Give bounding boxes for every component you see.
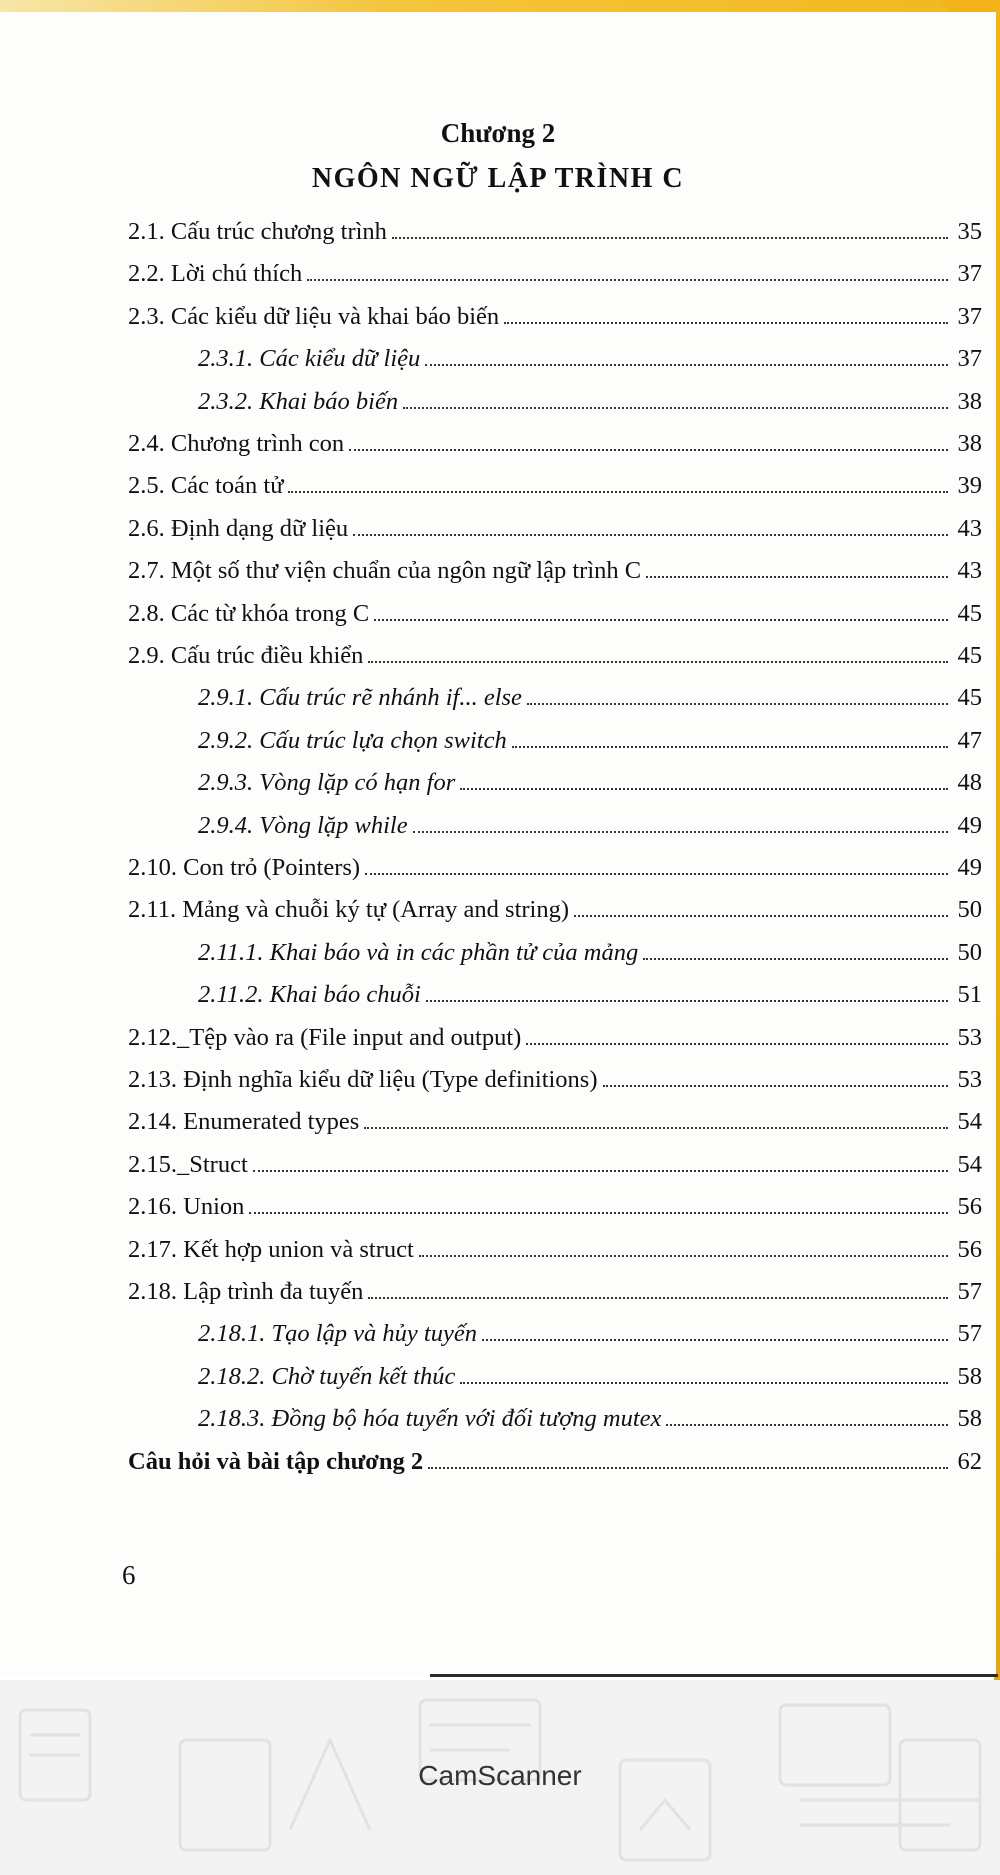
toc-dot-leader — [307, 279, 948, 281]
toc-entry-page: 45 — [957, 599, 982, 627]
toc-dot-leader — [413, 831, 948, 833]
toc-dot-leader — [419, 1255, 948, 1257]
toc-dot-leader — [374, 619, 948, 621]
toc-entry-page: 50 — [957, 896, 982, 924]
toc-entry-title: 2.3.2. Khai báo biến — [198, 387, 399, 415]
toc-dot-leader — [253, 1170, 948, 1172]
toc-entry — [198, 800, 982, 840]
toc-entry-title: 2.9.4. Vòng lặp while — [198, 811, 408, 839]
toc-dot-leader — [353, 534, 948, 536]
toc-entry-title: Câu hỏi và bài tập chương 2 — [128, 1447, 424, 1475]
toc-dot-leader — [392, 237, 948, 239]
toc-entry — [198, 672, 982, 712]
toc-dot-leader — [460, 1382, 948, 1384]
toc-entry — [128, 842, 982, 882]
toc-dot-leader — [482, 1339, 948, 1341]
toc-entry — [128, 1436, 982, 1476]
toc-entry-page: 62 — [957, 1447, 982, 1475]
toc-entry — [128, 630, 982, 670]
toc-dot-leader — [428, 1467, 948, 1469]
toc-entry — [128, 1012, 982, 1052]
page-number: 6 — [122, 1560, 136, 1590]
toc-entry — [128, 1266, 982, 1306]
toc-entry-page: 57 — [957, 1320, 982, 1348]
toc-entry-page: 39 — [957, 472, 982, 500]
toc-entry-title: 2.8. Các từ khóa trong C — [128, 599, 370, 627]
toc-entry — [128, 1224, 982, 1264]
toc-entry-title: 2.9. Cấu trúc điều khiển — [128, 642, 364, 669]
page-edge-bottom — [430, 1674, 998, 1677]
toc-entry-title: 2.17. Kết hợp union và struct — [128, 1235, 414, 1263]
toc-entry — [198, 1351, 982, 1391]
toc-dot-leader — [646, 576, 948, 578]
toc-entry-title: 2.14. Enumerated types — [128, 1108, 360, 1136]
toc-entry-title: 2.2. Lời chú thích — [128, 260, 303, 288]
toc-entry-title: 2.7. Một số thư viện chuẩn của ngôn ngữ lập trình C — [128, 557, 642, 585]
toc-entry-title: 2.3. Các kiểu dữ liệu và khai báo biến — [128, 302, 500, 330]
toc-entry-title: 2.10. Con trỏ (Pointers) — [128, 854, 361, 881]
toc-entry-page: 51 — [957, 981, 982, 1009]
toc-entry — [128, 460, 982, 500]
toc-entry-title: 2.18.1. Tạo lập và hủy tuyến — [198, 1320, 477, 1348]
toc-entry-page: 38 — [957, 387, 982, 415]
toc-entry — [128, 418, 982, 458]
toc-dot-leader — [643, 958, 948, 960]
toc-entry — [128, 884, 982, 924]
toc-entry-title: 2.9.3. Vòng lặp có hạn for — [198, 769, 456, 797]
toc-dot-leader — [288, 491, 948, 493]
toc-entry — [128, 248, 982, 288]
toc-entry-page: 48 — [957, 769, 982, 797]
toc-entry-title: 2.15._Struct — [128, 1150, 248, 1178]
toc-entry — [198, 969, 982, 1009]
toc-entry-title: 2.4. Chương trình con — [128, 430, 345, 457]
toc-entry-title: 2.6. Định dạng dữ liệu — [128, 514, 349, 542]
toc-dot-leader — [526, 1043, 948, 1045]
toc-dot-leader — [364, 1127, 948, 1129]
toc-entry-page: 58 — [957, 1362, 982, 1390]
toc-entry-page: 37 — [957, 302, 982, 330]
toc-entry-page: 53 — [957, 1066, 982, 1093]
toc-entry — [198, 1308, 982, 1348]
toc-entry-title: 2.18. Lập trình đa tuyến — [128, 1278, 364, 1305]
toc-dot-leader — [603, 1085, 949, 1087]
toc-entry — [128, 1181, 982, 1221]
toc-dot-leader — [425, 364, 948, 366]
toc-entry-page: 38 — [957, 430, 982, 457]
toc-entry — [128, 588, 982, 628]
toc-entry — [198, 927, 982, 967]
toc-dot-leader — [368, 1297, 948, 1299]
toc-entry-page: 43 — [957, 514, 982, 542]
toc-entry — [198, 333, 982, 373]
toc-entry-title: 2.3.1. Các kiểu dữ liệu — [198, 345, 421, 373]
toc-entry-page: 47 — [957, 726, 982, 754]
toc-entry-title: 2.11. Mảng và chuỗi ký tự (Array and string) — [128, 896, 570, 924]
toc-entry-title: 2.11.2. Khai báo chuỗi — [198, 981, 421, 1009]
toc-entry-page: 35 — [957, 218, 982, 245]
toc-entry — [128, 503, 982, 543]
toc-entry — [128, 545, 982, 585]
toc-entry-title: 2.16. Union — [128, 1193, 245, 1221]
toc-dot-leader — [365, 873, 948, 875]
toc-dot-leader — [666, 1424, 948, 1426]
toc-entry — [128, 1139, 982, 1179]
toc-entry-title: 2.13. Định nghĩa kiểu dữ liệu (Type definitions) — [128, 1066, 598, 1093]
toc-dot-leader — [368, 661, 948, 663]
toc-dot-leader — [426, 1000, 948, 1002]
toc-entry-page: 37 — [957, 260, 982, 288]
toc-dot-leader — [527, 703, 948, 705]
toc-entry-title: 2.12._Tệp vào ra (File input and output) — [128, 1023, 522, 1051]
toc-entry-title: 2.18.2. Chờ tuyến kết thúc — [198, 1362, 456, 1390]
toc-dot-leader — [349, 449, 948, 451]
toc-entry — [198, 715, 982, 755]
toc-entry — [128, 291, 982, 331]
toc-entry-title: 2.9.1. Cấu trúc rẽ nhánh if... else — [198, 684, 522, 712]
toc-entry-title: 2.5. Các toán tử — [128, 472, 284, 500]
toc-dot-leader — [460, 788, 948, 790]
toc-entry-page: 43 — [957, 557, 982, 585]
toc-entry-page: 37 — [957, 345, 982, 373]
toc-entry-page: 56 — [957, 1193, 982, 1221]
toc-dot-leader — [249, 1212, 948, 1214]
chapter-title: NGÔN NGỮ LẬP TRÌNH C — [311, 163, 685, 194]
toc-dot-leader — [512, 746, 948, 748]
toc-entry-page: 58 — [957, 1405, 982, 1433]
toc-entry-page: 56 — [957, 1235, 982, 1263]
toc-entry-title: 2.18.3. Đồng bộ hóa tuyến với đối tượng mutex — [198, 1405, 662, 1433]
toc-dot-leader — [504, 322, 948, 324]
toc-entry-page: 45 — [957, 684, 982, 712]
camscanner-watermark: CamScanner — [418, 1760, 582, 1791]
toc-entry-page: 57 — [957, 1278, 982, 1305]
toc-entry-page: 53 — [957, 1023, 982, 1051]
toc-dot-leader — [574, 915, 948, 917]
chapter-number: Chương 2 — [440, 118, 556, 148]
toc-entry-page: 49 — [957, 811, 982, 839]
toc-dot-leader — [403, 407, 948, 409]
toc-entry — [198, 757, 982, 797]
toc-entry — [128, 206, 982, 246]
toc-entry — [198, 376, 982, 416]
toc-entry-title: 2.11.1. Khai báo và in các phần tử của mảng — [198, 938, 639, 966]
toc-entry-page: 50 — [957, 938, 982, 966]
toc-entry — [128, 1054, 982, 1094]
toc-entry-page: 49 — [957, 854, 982, 881]
toc-entry — [198, 1393, 982, 1433]
toc-entry-title: 2.9.2. Cấu trúc lựa chọn switch — [198, 726, 507, 754]
toc-entry-page: 54 — [957, 1150, 982, 1178]
toc-entry-page: 54 — [957, 1108, 982, 1136]
toc-entry-title: 2.1. Cấu trúc chương trình — [128, 218, 387, 245]
toc-entry — [128, 1096, 982, 1136]
toc-entry-page: 45 — [957, 642, 982, 669]
